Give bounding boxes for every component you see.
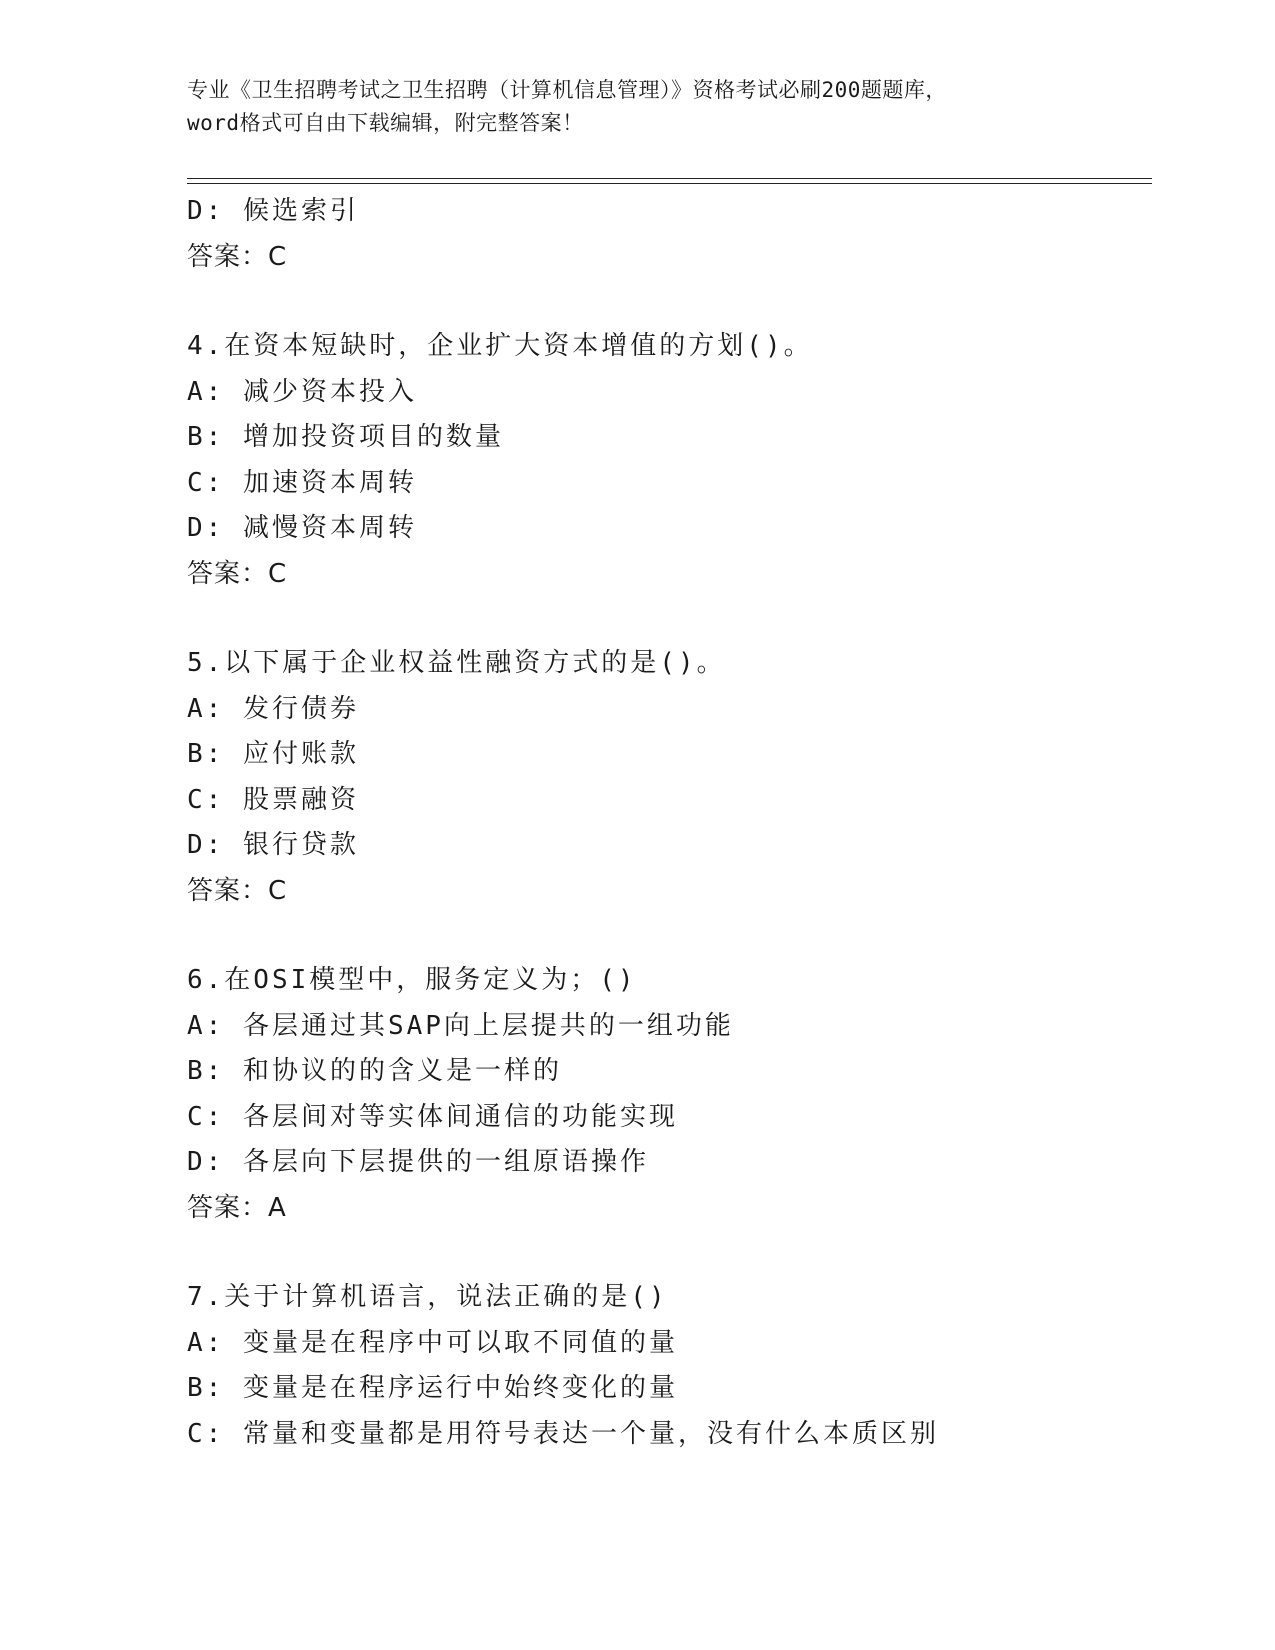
- option-b: B: 增加投资项目的数量: [187, 422, 504, 452]
- header-divider-bottom: [187, 183, 1152, 184]
- question-4: [187, 324, 1147, 597]
- option-c: C: 各层间对等实体间通信的功能实现: [187, 1101, 678, 1132]
- option-b: B: 和协议的的含义是一样的: [187, 1056, 562, 1086]
- question-stem: 6.在OSI模型中，服务定义为；(): [187, 965, 637, 995]
- option-a: A: 减少资本投入: [187, 376, 417, 407]
- answer: 答案：C: [187, 558, 288, 589]
- question-6: [187, 958, 1147, 1231]
- option-c: C: 股票融资: [187, 784, 359, 815]
- question-7: [187, 1275, 1147, 1457]
- question-stem: 4.在资本短缺时，企业扩大资本增值的方划()。: [187, 331, 813, 361]
- answer: 答案：C: [187, 241, 288, 272]
- question-5: [187, 641, 1147, 914]
- answer: 答案：A: [187, 1192, 287, 1223]
- option-d: D: 减慢资本周转: [187, 513, 417, 543]
- option-d: D: 候选索引: [187, 196, 359, 226]
- option-a: A: 发行债券: [187, 693, 359, 724]
- header-line-1: 专业《卫生招聘考试之卫生招聘（计算机信息管理）》资格考试必刷200题题库，: [187, 78, 947, 102]
- option-a: A: 变量是在程序中可以取不同值的量: [187, 1327, 678, 1358]
- question-stem: 7.关于计算机语言，说法正确的是(): [187, 1282, 668, 1312]
- option-b: B: 变量是在程序运行中始终变化的量: [187, 1373, 678, 1403]
- header-divider-top: [187, 178, 1152, 179]
- option-b: B: 应付账款: [187, 739, 359, 769]
- document-header: [187, 74, 1087, 140]
- option-a: A: 各层通过其SAP向上层提共的一组功能: [187, 1010, 734, 1041]
- option-c: C: 加速资本周转: [187, 467, 417, 498]
- header-line-2: word格式可自由下载编辑，附完整答案！: [187, 111, 584, 135]
- question-list: [187, 189, 1147, 1457]
- option-d: D: 各层向下层提供的一组原语操作: [187, 1147, 649, 1177]
- option-c: C: 常量和变量都是用符号表达一个量，没有什么本质区别: [187, 1418, 939, 1449]
- option-d: D: 银行贷款: [187, 830, 359, 860]
- answer: 答案：C: [187, 875, 288, 906]
- question-stem: 5.以下属于企业权益性融资方式的是()。: [187, 648, 726, 678]
